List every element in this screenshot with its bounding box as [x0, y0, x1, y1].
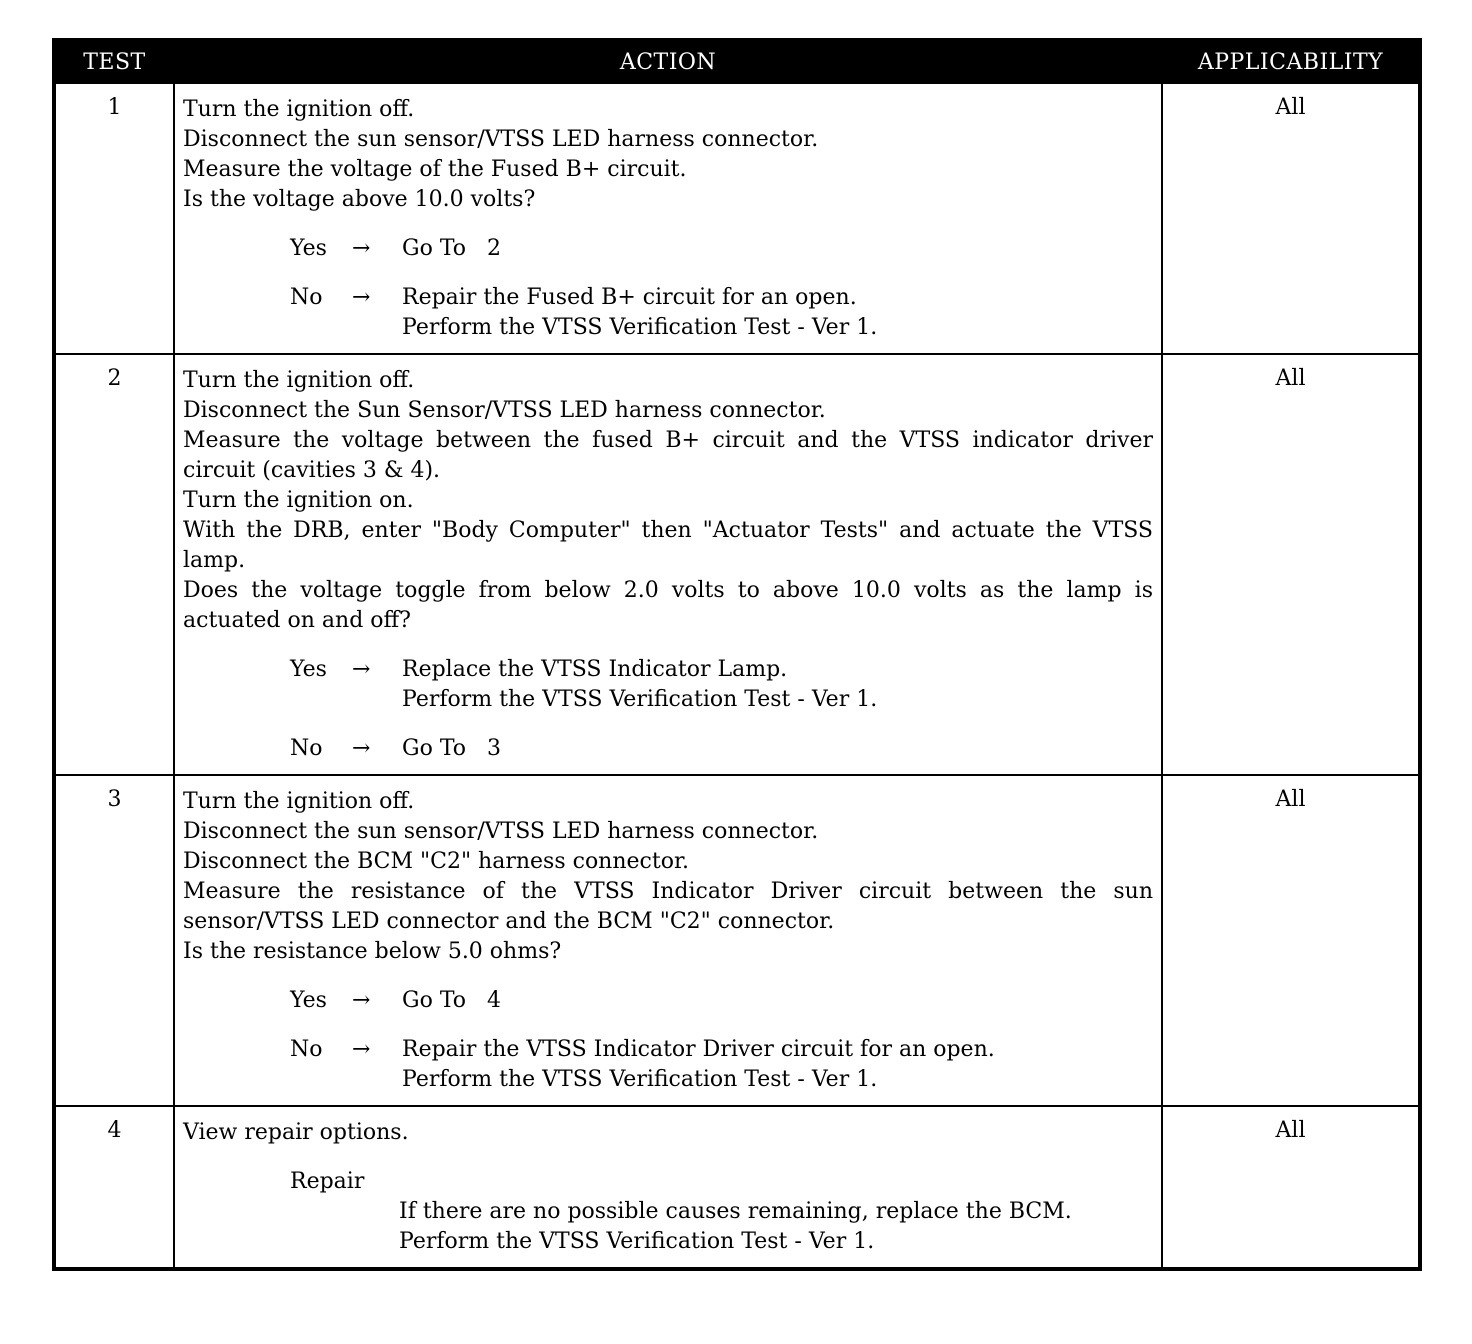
test-row-3 — [54, 775, 1420, 1106]
action-step: With the DRB, enter "Body Computer" then "Actuator Tests" and actuate the VTSS lamp. — [183, 518, 1153, 573]
applicability-cell: All — [1162, 1106, 1420, 1269]
answer-yes-label: Yes — [290, 236, 327, 261]
column-header-applicability: APPLICABILITY — [1162, 40, 1420, 83]
outcome-no — [183, 283, 1153, 343]
outcome-text: Repair the Fused B+ circuit for an open. — [402, 285, 857, 310]
action-steps — [183, 1118, 1153, 1148]
right-arrow-icon: → — [352, 736, 371, 761]
test-number: 4 — [54, 1106, 174, 1269]
right-arrow-icon: → — [352, 236, 371, 261]
outcome-yes — [183, 655, 1153, 715]
repair-text: If there are no possible causes remaining, replace the BCM. — [399, 1199, 1072, 1224]
answer-no-label: No — [290, 736, 323, 761]
action-steps — [183, 95, 1153, 215]
table-header-row — [54, 40, 1420, 83]
action-step: Is the voltage above 10.0 volts? — [183, 187, 536, 212]
action-step: Measure the voltage of the Fused B+ circuit. — [183, 157, 687, 182]
action-step: Disconnect the Sun Sensor/VTSS LED harness connector. — [183, 398, 826, 423]
test-row-4 — [54, 1106, 1420, 1269]
action-step: Is the resistance below 5.0 ohms? — [183, 939, 562, 964]
applicability-cell: All — [1162, 775, 1420, 1106]
right-arrow-icon: → — [352, 1037, 371, 1062]
test-row-2 — [54, 354, 1420, 775]
action-step: Measure the voltage between the fused B+ circuit and the VTSS indicator driver circuit (cavities 3 & 4). — [183, 428, 1153, 483]
test-number: 1 — [54, 83, 174, 354]
applicability-cell: All — [1162, 354, 1420, 775]
diagnostic-test-table — [52, 38, 1422, 1271]
right-arrow-icon: → — [352, 657, 371, 682]
action-step: Turn the ignition off. — [183, 368, 415, 393]
outcome-no — [183, 1035, 1153, 1095]
repair-label: Repair — [290, 1169, 365, 1194]
outcome-yes — [183, 234, 1153, 264]
diagnostic-test-page — [52, 38, 1418, 1271]
outcome-text: Perform the VTSS Verification Test - Ver 1. — [402, 687, 878, 712]
repair-instructions — [399, 1197, 1153, 1257]
applicability-cell: All — [1162, 83, 1420, 354]
answer-no-label: No — [290, 285, 323, 310]
outcome-text: Go To 2 — [402, 236, 501, 261]
action-step: Disconnect the sun sensor/VTSS LED harness connector. — [183, 819, 819, 844]
outcome-no — [183, 734, 1153, 764]
action-step: Disconnect the sun sensor/VTSS LED harness connector. — [183, 127, 819, 152]
outcome-text: Go To 4 — [402, 988, 501, 1013]
outcome-text: Go To 3 — [402, 736, 501, 761]
test-row-1 — [54, 83, 1420, 354]
action-step: Does the voltage toggle from below 2.0 volts to above 10.0 volts as the lamp is actuated on and off? — [183, 578, 1153, 633]
answer-no-label: No — [290, 1037, 323, 1062]
action-cell — [174, 354, 1162, 775]
action-steps — [183, 366, 1153, 636]
test-number: 3 — [54, 775, 174, 1106]
right-arrow-icon: → — [352, 285, 371, 310]
action-step: View repair options. — [183, 1120, 409, 1145]
action-step: Measure the resistance of the VTSS Indicator Driver circuit between the sun sensor/VTSS LED connector and the BCM "C2" connector. — [183, 879, 1153, 934]
column-header-test: TEST — [54, 40, 174, 83]
action-step: Turn the ignition on. — [183, 488, 414, 513]
outcome-text: Replace the VTSS Indicator Lamp. — [402, 657, 788, 682]
outcome-text: Repair the VTSS Indicator Driver circuit for an open. — [402, 1037, 995, 1062]
answer-yes-label: Yes — [290, 988, 327, 1013]
action-step: Disconnect the BCM "C2" harness connector. — [183, 849, 690, 874]
outcome-text: Perform the VTSS Verification Test - Ver 1. — [402, 1067, 878, 1092]
action-steps — [183, 787, 1153, 967]
outcome-text: Perform the VTSS Verification Test - Ver 1. — [402, 315, 878, 340]
test-number: 2 — [54, 354, 174, 775]
action-step: Turn the ignition off. — [183, 789, 415, 814]
action-step: Turn the ignition off. — [183, 97, 415, 122]
outcome-yes — [183, 986, 1153, 1016]
column-header-action: ACTION — [174, 40, 1162, 83]
right-arrow-icon: → — [352, 988, 371, 1013]
repair-text: Perform the VTSS Verification Test - Ver 1. — [399, 1229, 875, 1254]
action-cell — [174, 1106, 1162, 1269]
action-cell — [174, 83, 1162, 354]
answer-yes-label: Yes — [290, 657, 327, 682]
action-cell — [174, 775, 1162, 1106]
